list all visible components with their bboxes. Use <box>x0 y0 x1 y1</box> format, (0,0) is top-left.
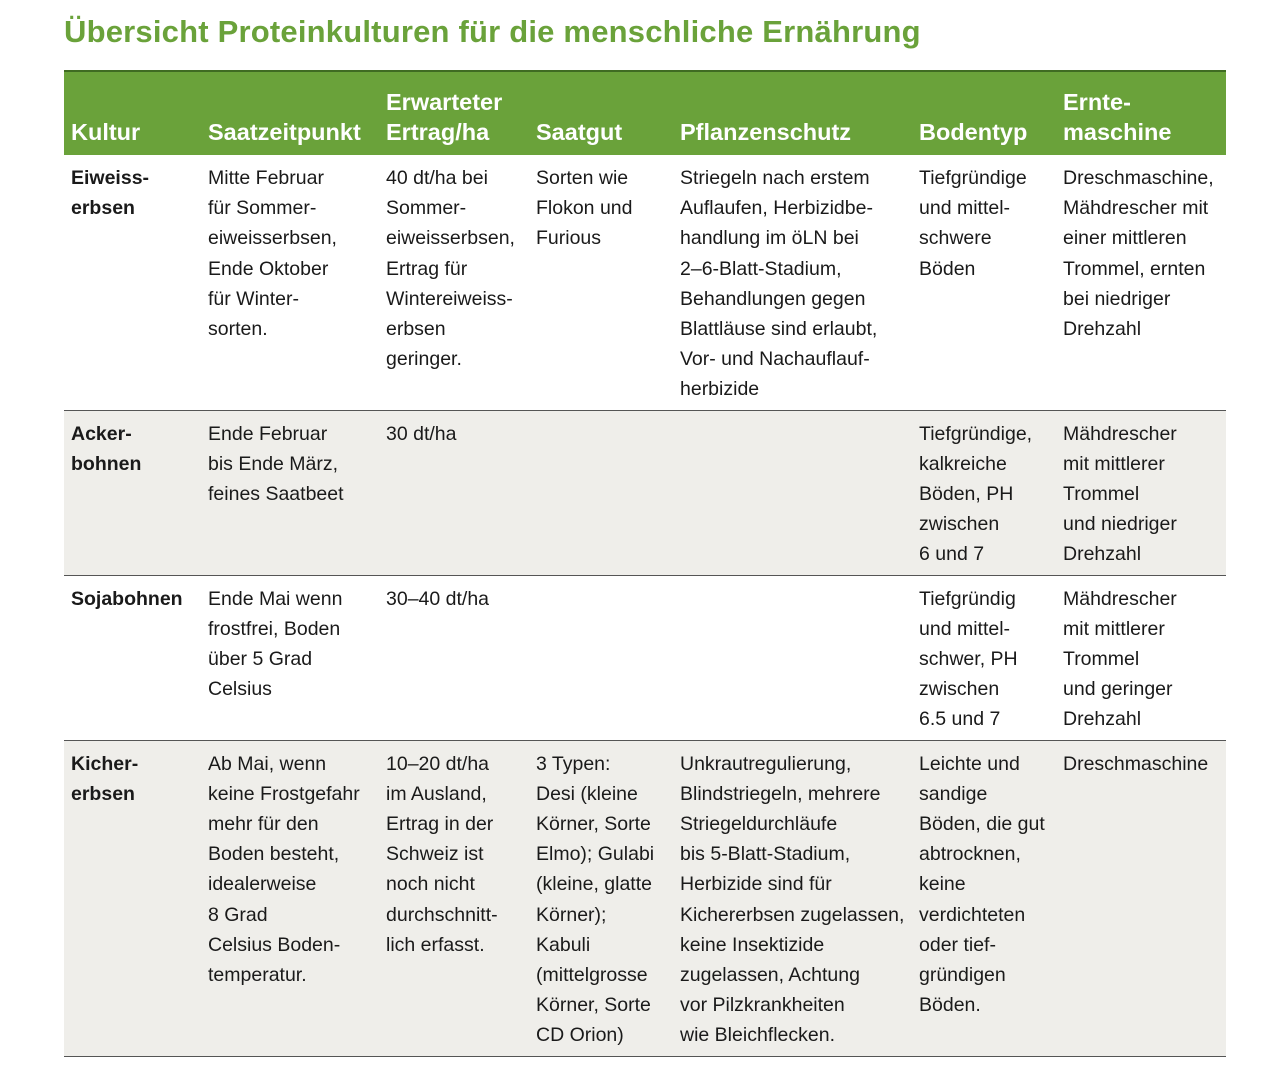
cell-bodentyp: Tiefgründig und mittel- schwer, PH zwischen 6.5 und 7 <box>912 575 1056 740</box>
cell-ertrag: 10–20 dt/ha im Ausland, Ertrag in der Schweiz ist noch nicht durchschnitt- lich erfasst. <box>379 740 529 1056</box>
table-row <box>64 155 1226 410</box>
table-row <box>64 410 1226 575</box>
cell-bodentyp: Tiefgründige und mittel- schwere Böden <box>912 155 1056 410</box>
cell-saatgut <box>529 575 673 740</box>
cell-saatzeitpunkt: Ende Februar bis Ende März, feines Saatbeet <box>201 410 379 575</box>
cell-saatgut <box>529 410 673 575</box>
cell-saatzeitpunkt: Ab Mai, wenn keine Frostgefahr mehr für den Boden besteht, idealerweise 8 Grad Celsius Boden- temperatur. <box>201 740 379 1056</box>
cell-bodentyp: Tiefgründige, kalkreiche Böden, PH zwischen 6 und 7 <box>912 410 1056 575</box>
table-row <box>64 575 1226 740</box>
cell-pflanzenschutz: Striegeln nach erstem Auflaufen, Herbizidbe- handlung im öLN bei 2–6-Blatt-Stadium, Behandlungen gegen Blattläuse sind erlaubt, Vor- und Nachauflauf- herbizide <box>673 155 912 410</box>
cell-saatgut: Sorten wie Flokon und Furious <box>529 155 673 410</box>
cell-bodentyp: Leichte und sandige Böden, die gut abtrocknen, keine verdichteten oder tief- gründigen Böden. <box>912 740 1056 1056</box>
cell-saatgut: 3 Typen: Desi (kleine Körner, Sorte Elmo); Gulabi (kleine, glatte Körner); Kabuli (mittelgrosse Körner, Sorte CD Orion) <box>529 740 673 1056</box>
cell-ertrag: 30–40 dt/ha <box>379 575 529 740</box>
cell-pflanzenschutz: Unkrautregulierung, Blindstriegeln, mehrere Striegeldurchläufe bis 5-Blatt-Stadium, Herbizide sind für Kichererbsen zugelassen, keine Insektizide zugelassen, Achtung vor Pilzkrankheiten wie Bleichflecken. <box>673 740 912 1056</box>
cell-kultur: Acker- bohnen <box>64 410 201 575</box>
protein-crops-table <box>64 70 1226 1057</box>
cell-kultur: Eiweiss- erbsen <box>64 155 201 410</box>
cell-erntemaschine: Dreschmaschine <box>1056 740 1226 1056</box>
cell-kultur: Kicher- erbsen <box>64 740 201 1056</box>
cell-ertrag: 40 dt/ha bei Sommer- eiweisserbsen, Ertrag für Wintereiweiss- erbsen geringer. <box>379 155 529 410</box>
cell-pflanzenschutz <box>673 575 912 740</box>
column-header-saatgut: Saatgut <box>529 71 673 155</box>
column-header-kultur: Kultur <box>64 71 201 155</box>
table-header-row <box>64 71 1226 155</box>
cell-kultur: Sojabohnen <box>64 575 201 740</box>
column-header-saatzeitpunkt: Saatzeitpunkt <box>201 71 379 155</box>
cell-ertrag: 30 dt/ha <box>379 410 529 575</box>
cell-saatzeitpunkt: Mitte Februar für Sommer- eiweisserbsen, Ende Oktober für Winter- sorten. <box>201 155 379 410</box>
column-header-bodentyp: Bodentyp <box>912 71 1056 155</box>
cell-pflanzenschutz <box>673 410 912 575</box>
column-header-erntemaschine: Ernte- maschine <box>1056 71 1226 155</box>
column-header-ertrag: Erwarteter Ertrag/ha <box>379 71 529 155</box>
column-header-pflanzenschutz: Pflanzenschutz <box>673 71 912 155</box>
page-title: Übersicht Proteinkulturen für die menschliche Ernährung <box>64 14 921 49</box>
cell-erntemaschine: Mähdrescher mit mittlerer Trommel und niedriger Drehzahl <box>1056 410 1226 575</box>
table-row <box>64 740 1226 1056</box>
cell-erntemaschine: Dreschmaschine, Mähdrescher mit einer mittleren Trommel, ernten bei niedriger Drehzahl <box>1056 155 1226 410</box>
cell-erntemaschine: Mähdrescher mit mittlerer Trommel und geringer Drehzahl <box>1056 575 1226 740</box>
cell-saatzeitpunkt: Ende Mai wenn frostfrei, Boden über 5 Grad Celsius <box>201 575 379 740</box>
